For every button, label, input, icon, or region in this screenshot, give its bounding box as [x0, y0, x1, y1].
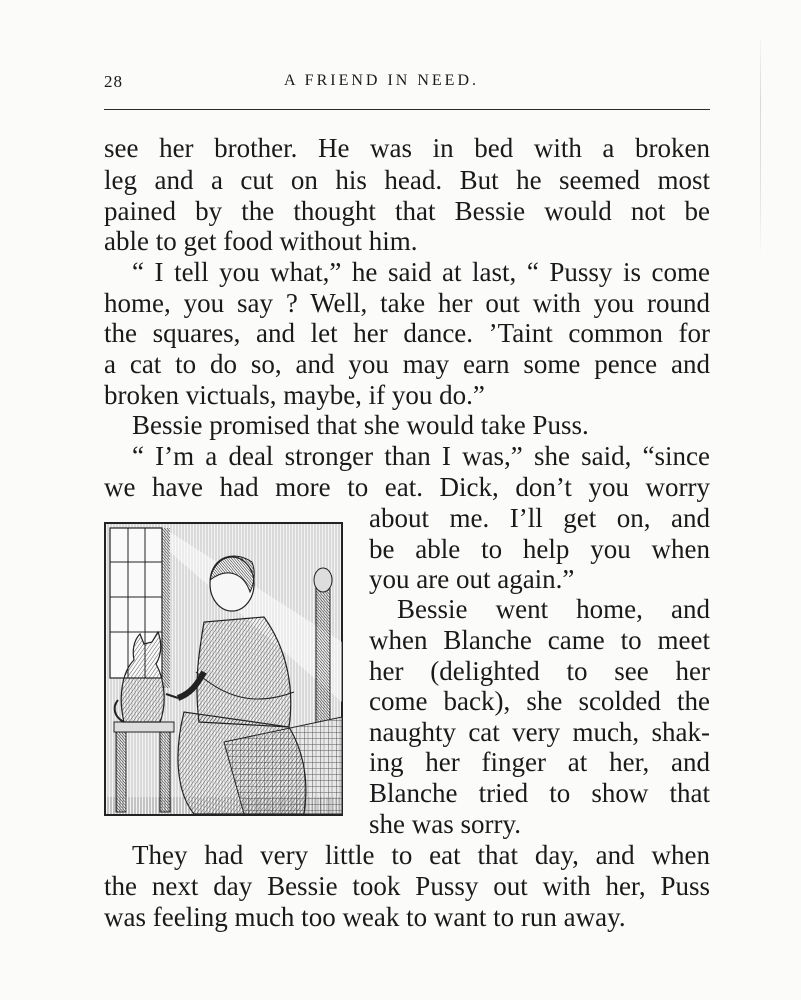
text-line: They had very little to eat that day, and when — [132, 840, 710, 870]
header-rule — [104, 109, 710, 110]
text-line: Blanche tried to show that — [369, 778, 710, 808]
text-line: you are out again.” — [369, 564, 575, 594]
running-head — [104, 72, 710, 98]
text-line: pained by the thought that Bessie would not be — [104, 196, 710, 226]
text-line: be able to help you when — [369, 534, 710, 564]
text-line: when Blanche came to meet — [369, 625, 710, 655]
text-line: “ I tell you what,” he said at last, “ Pussy is come — [132, 257, 710, 287]
text-line: “ I’m a deal stronger than I was,” she said, “since — [132, 441, 710, 471]
text-line: Bessie promised that she would take Puss. — [132, 410, 589, 440]
page-edge-mark — [760, 40, 761, 250]
text-line: a cat to do so, and you may earn some pence and — [104, 349, 710, 379]
running-title: A FRIEND IN NEED. — [284, 72, 479, 89]
text-line: Bessie went home, and — [397, 594, 710, 624]
text-line: she was sorry. — [369, 809, 521, 839]
text-line: the next day Bessie took Pussy out with her, Puss — [104, 871, 710, 901]
text-line: able to get food without him. — [104, 226, 418, 256]
text-line: come back), she scolded the — [369, 686, 710, 716]
text-line: see her brother. He was in bed with a broken — [104, 133, 710, 163]
text-line: was feeling much too weak to want to run away. — [104, 902, 626, 932]
text-line: we have had more to eat. Dick, don’t you worry — [104, 472, 710, 502]
text-line: the squares, and let her dance. ’Taint common for — [104, 318, 710, 348]
text-line: broken victuals, maybe, if you do.” — [104, 380, 485, 410]
text-line: about me. I’ll get on, and — [369, 503, 710, 533]
illustration-girl-with-cat — [104, 522, 343, 816]
text-line: her (delighted to see her — [369, 656, 710, 686]
text-line: naughty cat very much, shak- — [369, 717, 710, 747]
text-line: home, you say ? Well, take her out with you round — [104, 288, 710, 318]
text-line: leg and a cut on his head. But he seemed most — [104, 165, 710, 195]
page-number: 28 — [104, 72, 123, 91]
text-line: ing her finger at her, and — [369, 747, 710, 777]
